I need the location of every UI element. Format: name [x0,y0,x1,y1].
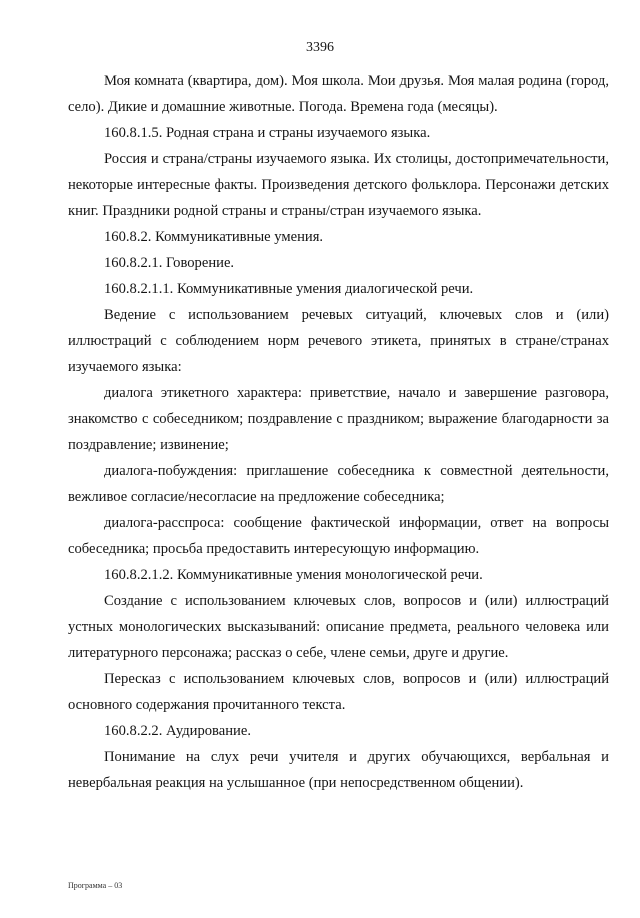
paragraph-monologue: Создание с использованием ключевых слов, вопросов и (или) иллюстраций устных монологических высказываний: описание предмета, реального человека или литературного персонажа; рассказ о себе, члене семьи, друге и другие. [68,593,609,661]
heading-160-8-2-1-1: 160.8.2.1.1. Коммуникативные умения диалогической речи. [104,281,474,297]
paragraph-topics-home: Моя комната (квартира, дом). Моя школа. Мои друзья. Моя малая родина (город, село). Дикие и домашние животные. Погода. Времена года (месяцы). [68,73,609,115]
heading-160-8-1-5: 160.8.1.5. Родная страна и страны изучаемого языка. [104,125,431,141]
paragraph-country: Россия и страна/страны изучаемого языка. Их столицы, достопримечательности, некоторые интересные факты. Произведения детского фольклора. Персонажи детских книг. Праздники родной страны и страны/стран изучаемого языка. [68,151,609,219]
heading-160-8-2: 160.8.2. Коммуникативные умения. [104,229,324,245]
paragraph-dialog-etiquette: диалога этикетного характера: приветствие, начало и завершение разговора, знакомство с собеседником; поздравление с праздником; выражение благодарности за поздравление; извинение; [68,385,609,453]
heading-160-8-2-1-2: 160.8.2.1.2. Коммуникативные умения монологической речи. [104,567,483,583]
document-body [68,68,609,796]
paragraph-dialog-inquiry: диалога-расспроса: сообщение фактической информации, ответ на вопросы собеседника; просьба предоставить интересующую информацию. [68,515,609,557]
heading-160-8-2-1: 160.8.2.1. Говорение. [104,255,235,271]
paragraph-listening: Понимание на слух речи учителя и других обучающихся, вербальная и невербальная реакция на услышанное (при непосредственном общении). [68,749,609,791]
footer-label: Программа – 03 [68,881,123,890]
heading-160-8-2-2: 160.8.2.2. Аудирование. [104,723,251,739]
paragraph-dialog-intro: Ведение с использованием речевых ситуаций, ключевых слов и (или) иллюстраций с соблюдением норм речевого этикета, принятых в стране/странах изучаемого языка: [68,307,609,375]
page-number: 3396 [306,40,334,55]
paragraph-retelling: Пересказ с использованием ключевых слов, вопросов и (или) иллюстраций основного содержания прочитанного текста. [68,671,609,713]
paragraph-dialog-incentive: диалога-побуждения: приглашение собеседника к совместной деятельности, вежливое согласие/несогласие на предложение собеседника; [68,463,609,505]
